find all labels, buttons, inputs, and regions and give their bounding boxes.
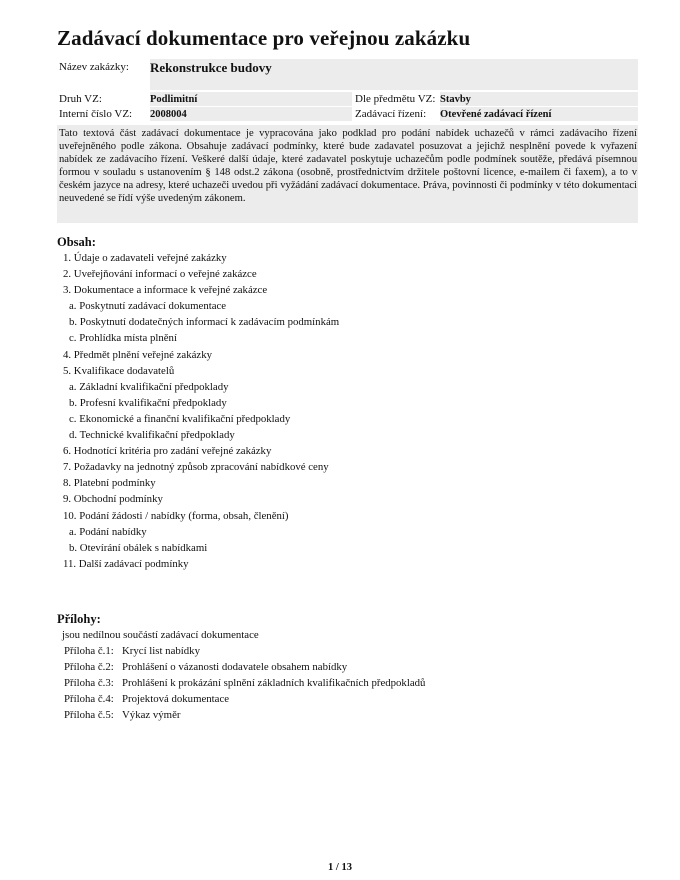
attachment-name: Prohlášení o vázanosti dodavatele obsahem nabídky [122, 661, 348, 674]
toc-subitem: d. Technické kvalifikační předpoklady [69, 429, 235, 442]
intro-paragraph: Tato textová část zadávací dokumentace je vypracována jako podklad pro podání nabídek uchazečů v rámci zadávacího řízení uveřejněného podle zákona. Obsahuje zadávací podmínky, které bude zadavatel posuzovat a jejichž nesplnění povede k vyřazení nabídek ze zadávacího řízení. Veškeré další údaje, které zadavatel poskytuje uchazečům podle podmínek soutěže, předává písemnou formou v souladu s ustanovením § 148 odst.2 zákona (osobně, prostřednictvím držitele poštovní licence, e-mailem či faxem), a to v českém jazyce na adresy, které uchazeči uvedou při vyžádání zadávací dokumentace. Práva, povinnosti či podmínky v této dokumentaci neuvedené se řídí výše uvedeným zákonem. [57, 125, 638, 223]
toc-item: 8. Platební podmínky [63, 477, 156, 490]
internal-number-label: Interní číslo VZ: [59, 108, 133, 120]
attachments-intro: jsou nedílnou součástí zadávací dokumentace [62, 629, 259, 641]
table-of-contents [57, 250, 339, 572]
attachment-number: Příloha č.3: [64, 677, 114, 690]
attachment-number: Příloha č.4: [64, 693, 114, 706]
toc-item: 11. Další zadávací podmínky [63, 557, 189, 570]
toc-subitem: c. Prohlídka místa plnění [69, 332, 177, 345]
toc-item: 6. Hodnotící kritéria pro zadání veřejné zakázky [63, 445, 272, 458]
subject-value: Stavby [440, 92, 638, 106]
contract-type-label: Druh VZ: [59, 93, 102, 105]
toc-heading: Obsah: [57, 235, 96, 249]
contract-type-value: Podlimitní [150, 92, 352, 106]
attachment-number: Příloha č.2: [64, 661, 114, 674]
toc-subitem: a. Základní kvalifikační předpoklady [69, 380, 229, 393]
toc-subitem: a. Poskytnutí zadávací dokumentace [69, 300, 227, 313]
attachment-name: Výkaz výměr [122, 709, 181, 722]
contract-name-value: Rekonstrukce budovy [150, 60, 272, 75]
attachment-name: Krycí list nabídky [122, 645, 200, 657]
toc-subitem: a. Podání nabídky [69, 525, 147, 538]
toc-item: 2. Uveřejňování informací o veřejné zakázce [63, 268, 257, 281]
toc-item: 9. Obchodní podmínky [63, 493, 163, 506]
attachment-number: Příloha č.5: [64, 709, 114, 722]
toc-subitem: c. Ekonomické a finanční kvalifikační předpoklady [69, 412, 291, 425]
attachment-number: Příloha č.1: [64, 645, 114, 657]
contract-name-field [150, 59, 638, 90]
procedure-value: Otevřené zadávací řízení [440, 107, 638, 121]
info-row-2 [57, 107, 638, 122]
toc-subitem: b. Profesní kvalifikační předpoklady [69, 396, 227, 409]
toc-item: 4. Předmět plnění veřejné zakázky [63, 348, 212, 361]
toc-subitem: b. Poskytnutí dodatečných informací k zadávacím podmínkám [69, 316, 340, 329]
subject-label: Dle předmětu VZ: [355, 93, 436, 105]
contract-info-grid [57, 92, 638, 122]
toc-item: 5. Kvalifikace dodavatelů [63, 364, 175, 377]
document-title: Zadávací dokumentace pro veřejnou zakázku [57, 26, 471, 50]
toc-item: 10. Podání žádosti / nabídky (forma, obsah, členění) [63, 509, 289, 522]
attachment-name: Prohlášení k prokázání splnění základních kvalifikačních předpokladů [122, 677, 426, 690]
toc-subitem: b. Otevírání obálek s nabídkami [69, 541, 208, 554]
contract-name-label: Název zakázky: [59, 61, 129, 73]
page-number: 1 / 13 [328, 862, 352, 873]
toc-item: 1. Údaje o zadavateli veřejné zakázky [63, 252, 227, 264]
internal-number-value: 2008004 [150, 107, 352, 121]
toc-item: 7. Požadavky na jednotný způsob zpracování nabídkové ceny [63, 461, 329, 474]
attachments-heading: Přílohy: [57, 612, 101, 626]
info-row-1 [57, 92, 638, 107]
attachment-name: Projektová dokumentace [122, 693, 230, 706]
toc-item: 3. Dokumentace a informace k veřejné zakázce [63, 284, 268, 297]
contract-name-row [57, 59, 638, 90]
procedure-label: Zadávací řízení: [355, 108, 427, 120]
